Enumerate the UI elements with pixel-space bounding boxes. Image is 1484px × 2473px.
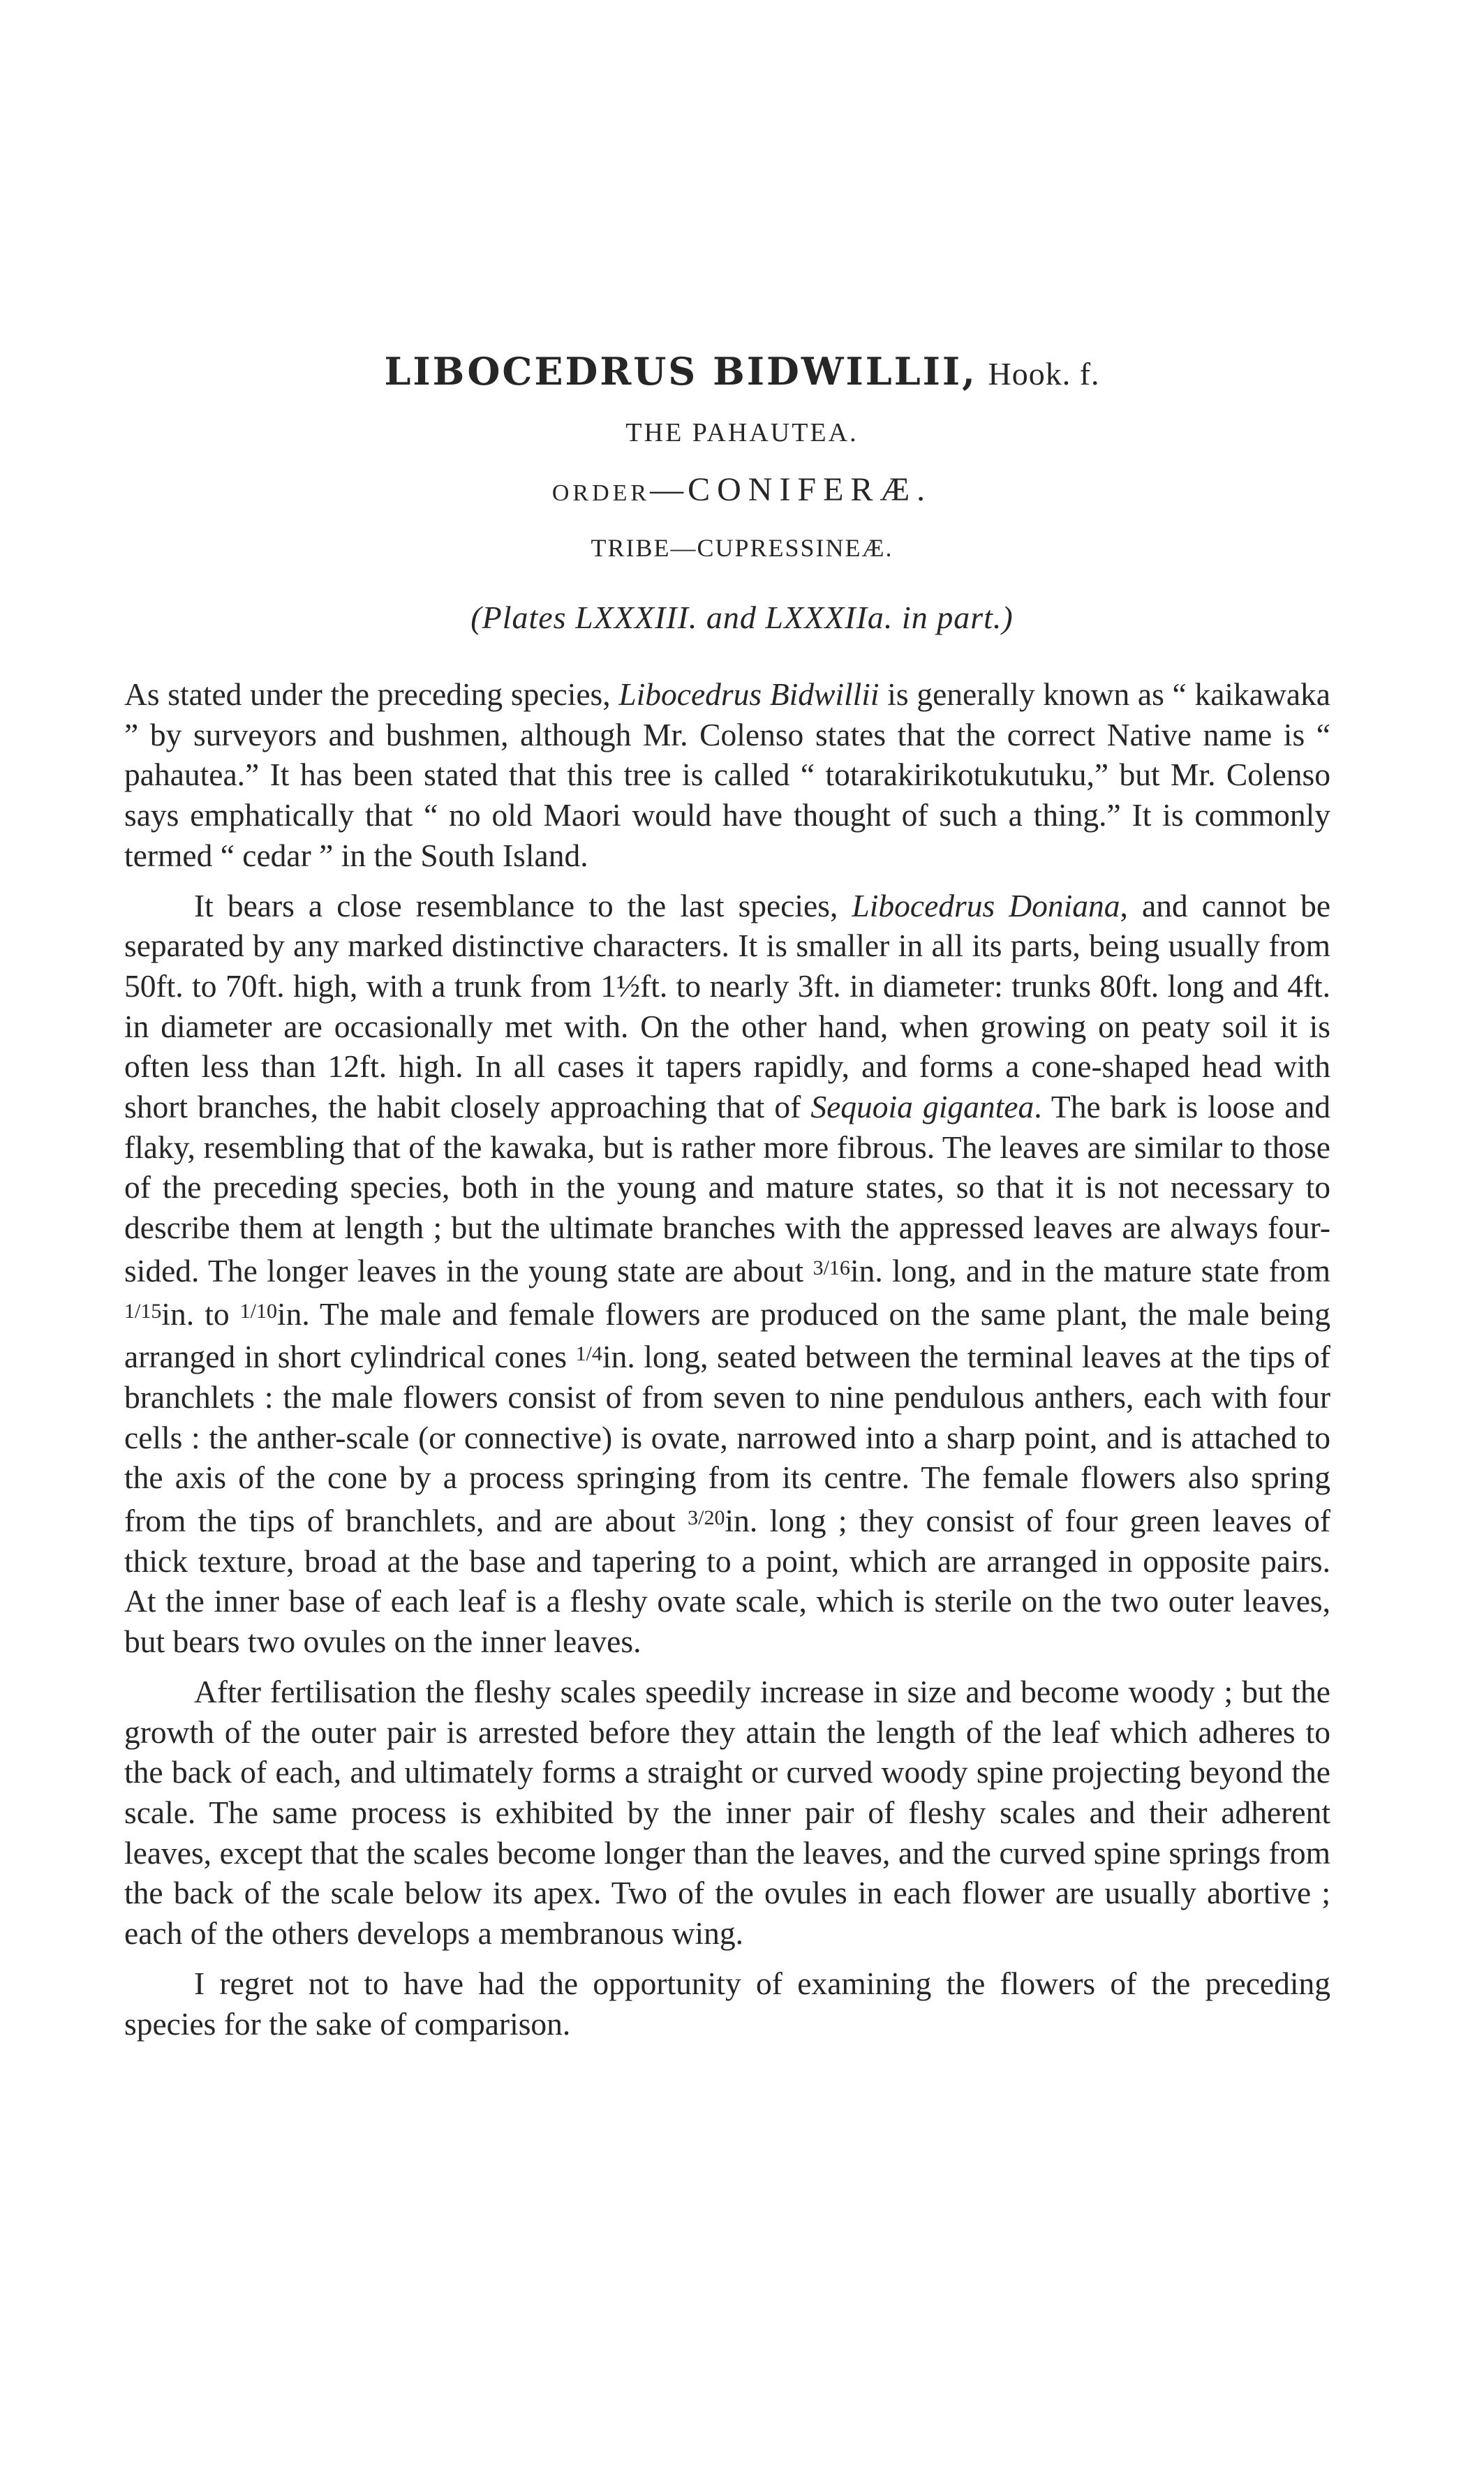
fraction: 1/15 — [124, 1299, 162, 1323]
body-text — [124, 674, 1330, 2054]
text-run: , and cannot be separated by any marked distinctive characters. It is smaller in all its parts, being usually from 50ft. to 70ft. high, with a trunk from 1½ft. to nearly 3ft. in diameter: trunks 80ft. long and 4ft. in diameter are occasionally met with. On the other hand, when growing on peaty soil it is often less than 12ft. high. In all cases it tapers rapidly, and forms a cone-shaped head with short branches, the habit closely approaching that of — [124, 887, 1331, 1125]
species-title — [0, 348, 1484, 394]
tribe-line: TRIBE—CUPRESSINEÆ. — [591, 534, 893, 562]
fraction: 3/20 — [688, 1506, 725, 1530]
common-name: THE PAHAUTEA. — [625, 418, 859, 447]
paragraph-2 — [124, 886, 1330, 1662]
text-run: . The bark is loose and flaky, resembling that of the kawaka, but is rather more fibrous. The leaves are similar to those of the preceding species, both in the young and mature states, so that it is not necessary to describe them at length ; but the ultimate branches with the appressed leaves are always four-sided. The longer leaves in the young state are about — [124, 1089, 1330, 1289]
fraction: 1/4 — [575, 1342, 602, 1366]
order-value: CONIFERÆ. — [688, 471, 933, 508]
text-run: in. The male and female flowers are produced on the same plant, the male being arranged in short cylindrical cones — [124, 1295, 1330, 1375]
text-run: in. long, and in the mature state from — [849, 1252, 1331, 1289]
order-line — [0, 470, 1484, 509]
text-run: I regret not to have had the opportunity of examining the flowers of the preceding species for the sake of comparison. — [124, 1965, 1330, 2042]
paragraph-1 — [124, 674, 1330, 876]
text-run: As stated under the preceding species, — [124, 676, 619, 712]
text-run: is generally known as “ kaikawaka ” by surveyors and bushmen, although Mr. Colenso states that the correct Native name is “ pahautea.” It has been stated that this tree is called “ totarakirikotukutuku,” but Mr. Colenso says emphatically that “ no old Maori would have thought of such a thing.” It is commonly termed “ cedar ” in the South Island. — [124, 676, 1330, 873]
order-label: ORDER — [551, 480, 651, 506]
species-italic: Libocedrus Bidwillii — [618, 676, 880, 712]
species-name: LIBOCEDRUS BIDWILLII, — [384, 349, 977, 394]
plates-reference: (Plates LXXXIII. and LXXXIIa. in part.) — [470, 600, 1014, 635]
text-run: in. long, seated between the terminal leaves at the tips of branchlets : the male flowers consist of from seven to nine pendulous anthers, each with four cells : the anther-scale (or connective) is ovate, narrowed into a sharp point, and is attached to the axis of the cone by a process springing from its centre. The female flowers also spring from the tips of branchlets, and are about — [124, 1339, 1330, 1539]
species-author: Hook. f. — [988, 356, 1100, 392]
paragraph-4 — [124, 1963, 1330, 2044]
order-dash: — — [650, 471, 688, 508]
paragraph-3 — [124, 1672, 1330, 1954]
fraction: 3/16 — [813, 1256, 850, 1279]
text-run: It bears a close resemblance to the last species, — [194, 887, 852, 923]
text-run: in. long ; they consist of four green leaves of thick texture, broad at the base and tapering to a point, which are arranged in opposite pairs. At the inner base of each leaf is a fleshy ovate scale, which is sterile on the two outer leaves, but bears two ovules on the inner leaves. — [124, 1503, 1330, 1660]
species-italic: Sequoia gigantea — [810, 1089, 1034, 1125]
fraction: 1/10 — [239, 1299, 278, 1323]
species-italic: Libocedrus Doniana — [852, 887, 1120, 923]
text-run: in. to — [161, 1295, 240, 1332]
text-run: After fertilisation the fleshy scales speedily increase in size and become woody ; but the growth of the outer pair is arrested before they attain the length of the leaf which adheres to the back of each, and ultimately forms a straight or curved woody spine projecting beyond the scale. The same process is exhibited by the inner pair of fleshy scales and their adherent leaves, except that the scales become longer than the leaves, and the curved spine springs from the back of the scale below its apex. Two of the ovules in each flower are usually abortive ; each of the others develops a membranous wing. — [124, 1673, 1330, 1952]
